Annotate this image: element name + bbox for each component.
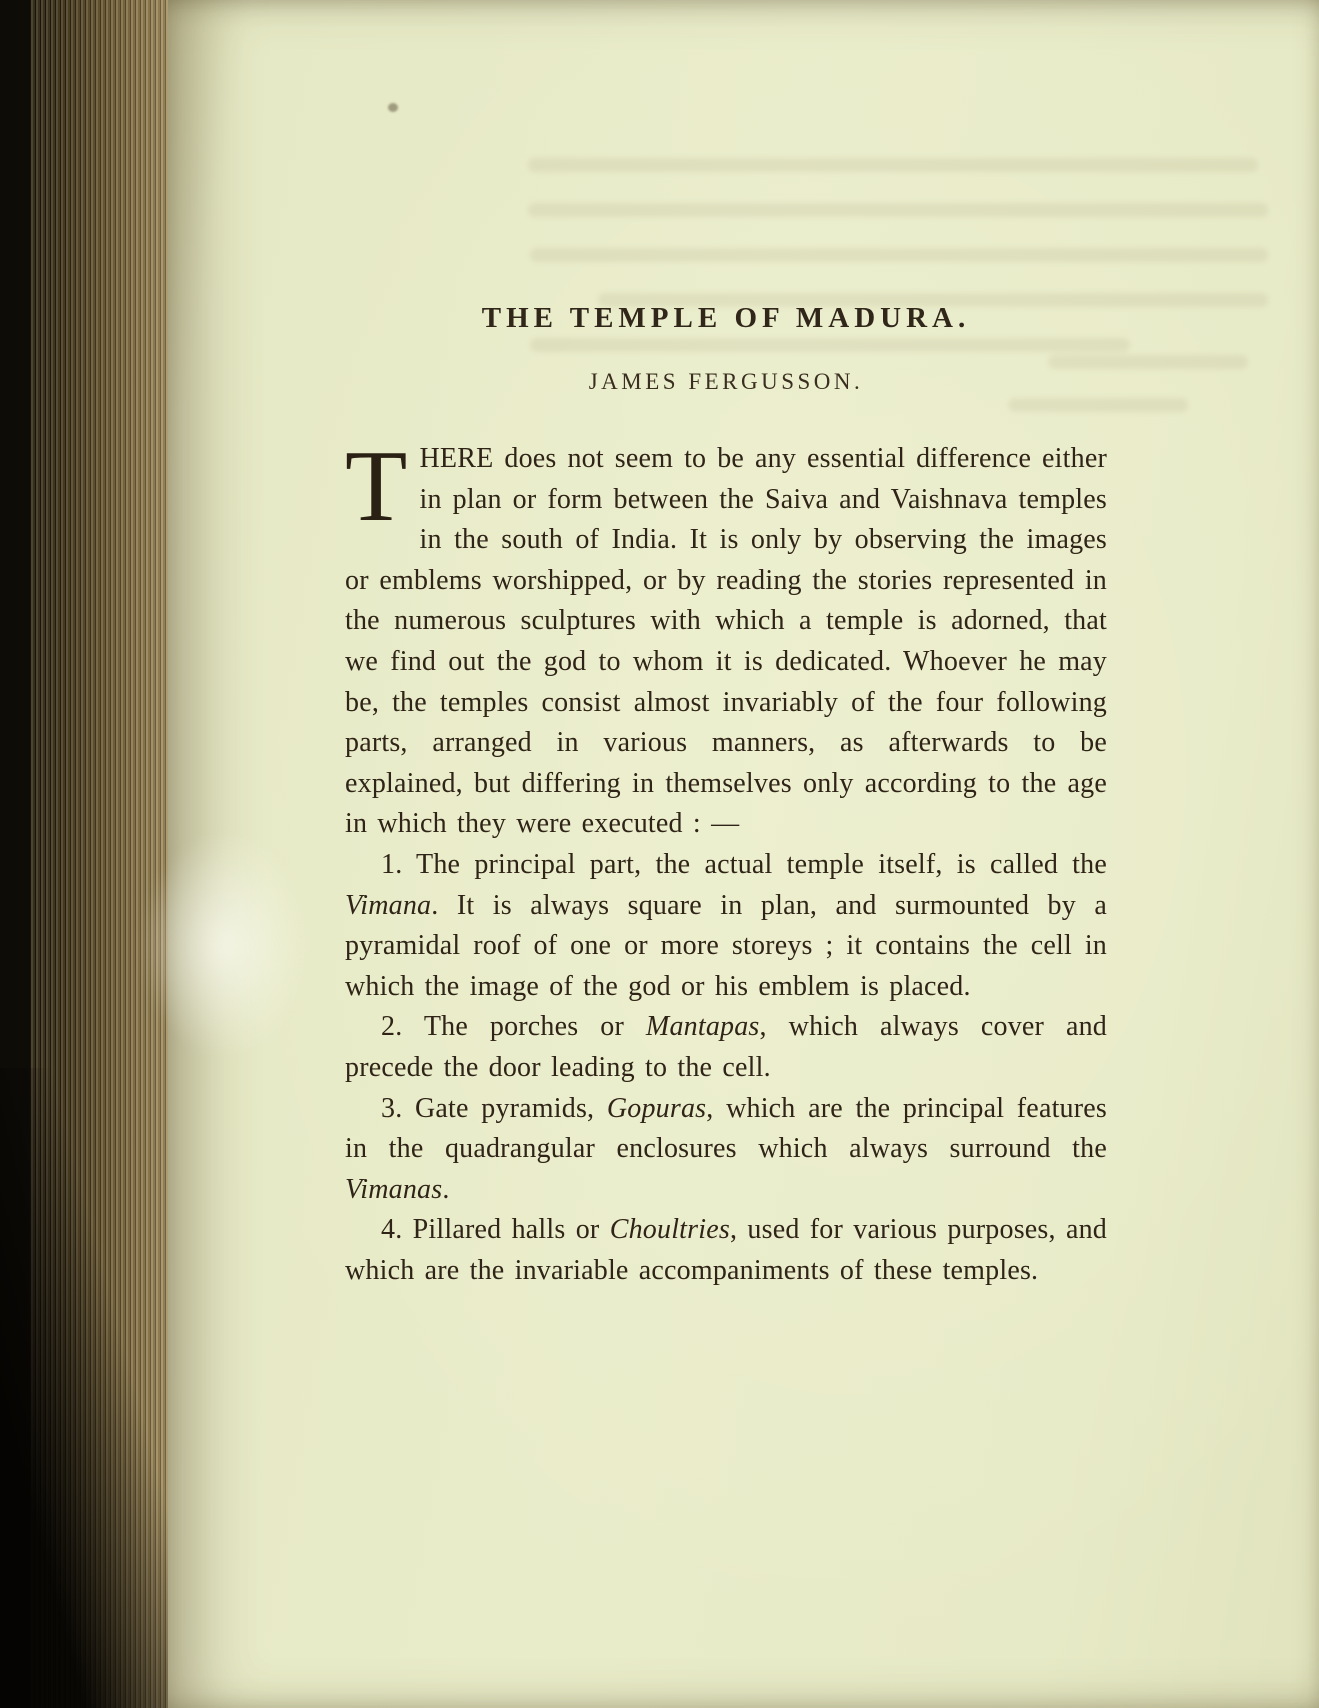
scan-artifact-blotch: [140, 830, 310, 1060]
paragraph: [345, 1089, 1107, 1211]
text-run: , used for various purposes, and which are the invariable accompaniments of these temples.: [345, 1214, 1107, 1286]
italic-term: Choultries: [609, 1214, 730, 1246]
italic-term: Vimana: [345, 889, 432, 921]
article-body: [345, 430, 1108, 1291]
text-run: 2. The porches or: [381, 1011, 646, 1043]
page-title: THE TEMPLE OF MADURA.: [481, 302, 971, 334]
book-page: [168, 0, 1319, 1708]
page-content: [345, 0, 1107, 1291]
scan-artifact-speck: [388, 103, 398, 112]
italic-term: Vimanas: [345, 1173, 443, 1205]
text-run: , which always cover and precede the door leading to the cell.: [345, 1011, 1108, 1083]
text-run: . It is always square in plan, and surmounted by a pyramidal roof of one or more storeys ; it contains the cell in which the image of the god or his emblem is placed.: [345, 889, 1107, 1002]
text-run: HERE does not seem to be any essential difference either in plan or form between the Saiva and Vaishnava temples in the south of India. It is only by observing the images or emblems worshipped, or by reading the stories represented in the numerous sculptures with which a temple is adorned, that we find out the god to whom it is dedicated. Whoever he may be, the temples consist almost invariably of the four following parts, arranged in various manners, as afterwards to be explained, but differing in themselves only according to the age in which they were executed : —: [345, 443, 1107, 840]
italic-term: Mantapas: [645, 1011, 760, 1043]
text-run: 1. The principal part, the actual temple itself, is called the: [381, 848, 1107, 880]
text-run: 3. Gate pyramids,: [381, 1092, 607, 1124]
paragraph: [345, 1210, 1107, 1291]
paragraph: [345, 1007, 1107, 1088]
page-author: JAMES FERGUSSON.: [588, 369, 864, 394]
drop-cap: T: [345, 430, 408, 543]
text-run: .: [442, 1173, 450, 1205]
text-run: , which are the principal features in the quadrangular enclosures which always surround the: [345, 1092, 1107, 1165]
text-run: 4. Pillared halls or: [381, 1214, 610, 1246]
paragraph: [345, 430, 1107, 845]
italic-term: Gopuras: [606, 1092, 707, 1124]
gutter-shadow: [0, 1068, 170, 1708]
paragraph: [345, 845, 1107, 1007]
